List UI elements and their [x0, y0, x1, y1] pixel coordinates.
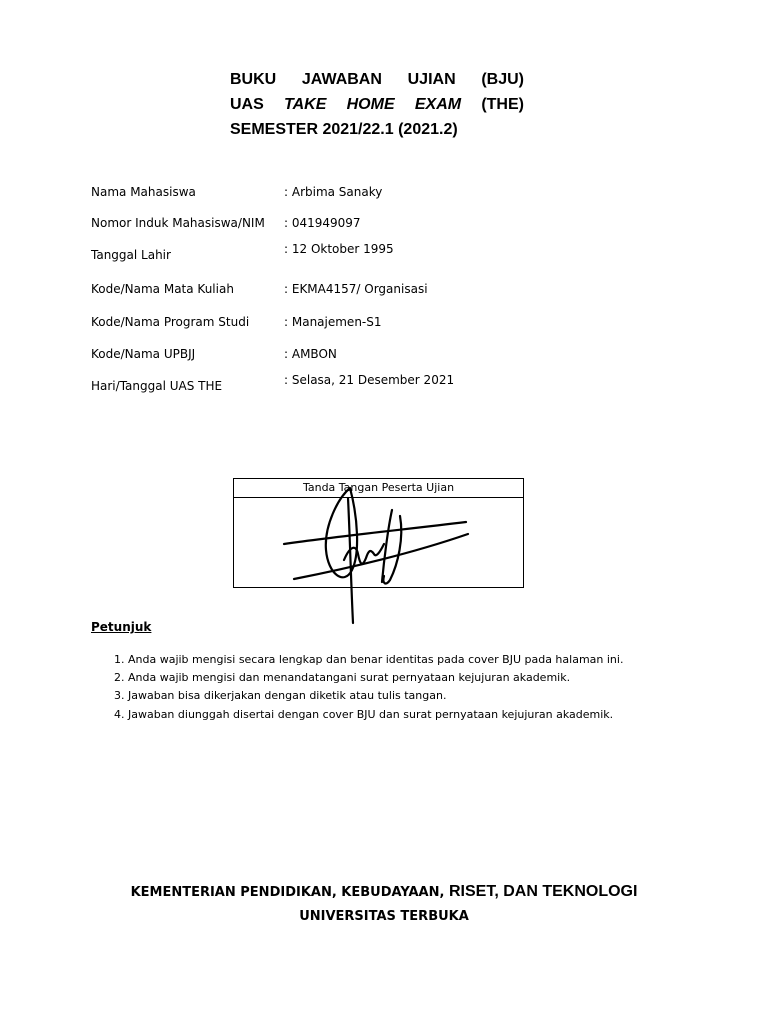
title-word: UAS: [230, 96, 264, 113]
title-word: UJIAN: [407, 71, 456, 88]
title-word-italic: HOME: [346, 96, 395, 113]
upbjj-value: : AMBON: [284, 347, 337, 361]
instruction-item: 4. Jawaban diunggah disertai dengan cover BJU dan surat pernyataan kejujuran akademik.: [114, 708, 614, 721]
nim-value: : 041949097: [284, 216, 361, 230]
upbjj-label: Kode/Nama UPBJJ: [91, 347, 196, 361]
title-word-italic: TAKE: [284, 96, 327, 113]
title-word-italic: EXAM: [414, 96, 462, 113]
title-line-1: [230, 70, 524, 90]
course-label: Kode/Nama Mata Kuliah: [91, 282, 234, 296]
dob-label: Tanggal Lahir: [91, 248, 171, 262]
university-name: UNIVERSITAS TERBUKA: [299, 909, 469, 924]
title-line-2: [230, 95, 524, 115]
instructions-heading: Petunjuk: [91, 620, 152, 634]
title-word: (BJU): [481, 71, 524, 88]
title-line-3: SEMESTER 2021/22.1 (2021.2): [230, 121, 458, 138]
ministry-name-part1: KEMENTERIAN PENDIDIKAN, KEBUDAYAAN,: [130, 885, 445, 900]
signature-box-header: Tanda Tangan Peserta Ujian: [234, 479, 523, 498]
title-word: BUKU: [230, 71, 277, 88]
instruction-item: 3. Jawaban bisa dikerjakan dengan diketik atau tulis tangan.: [114, 689, 447, 702]
name-label: Nama Mahasiswa: [91, 185, 196, 199]
dob-value: : 12 Oktober 1995: [284, 242, 394, 256]
instruction-item: 2. Anda wajib mengisi dan menandatangani surat pernyataan kejujuran akademik.: [114, 671, 571, 684]
nim-label: Nomor Induk Mahasiswa/NIM: [91, 216, 265, 230]
exam-date-label: Hari/Tanggal UAS THE: [91, 379, 223, 393]
exam-date-value: : Selasa, 21 Desember 2021: [284, 373, 455, 387]
handwritten-signature: [280, 488, 480, 628]
instruction-item: 1. Anda wajib mengisi secara lengkap dan benar identitas pada cover BJU pada halaman ini.: [114, 653, 624, 666]
title-word: (THE): [481, 96, 524, 113]
name-value: : Arbima Sanaky: [284, 185, 383, 199]
course-value: : EKMA4157/ Organisasi: [284, 282, 428, 296]
title-word: JAWABAN: [301, 71, 382, 88]
program-label: Kode/Nama Program Studi: [91, 315, 250, 329]
program-value: : Manajemen-S1: [284, 315, 382, 329]
ministry-name: [0, 882, 768, 903]
ministry-name-part2: RISET, DAN TEKNOLOGI: [448, 883, 638, 900]
